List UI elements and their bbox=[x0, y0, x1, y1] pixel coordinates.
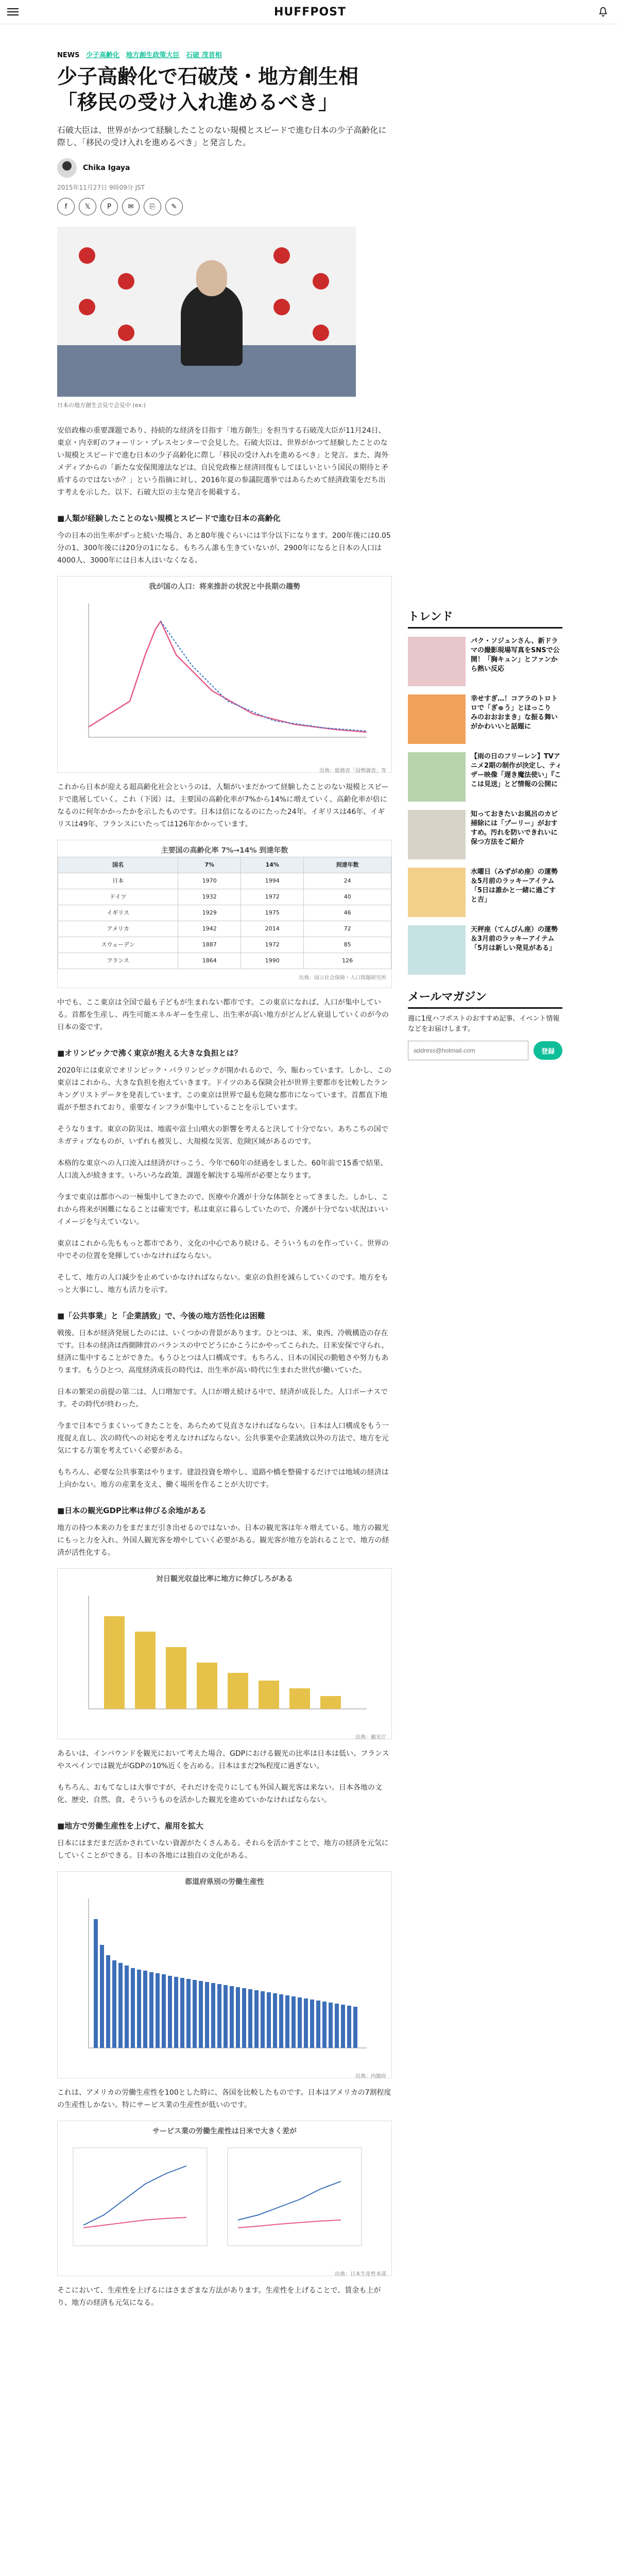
paragraph: これは、アメリカの労働生産性を100とした時に、各国を比較したものです。日本はアメリカの7割程度の生産性しかない。特にサービス業の生産性が低いのです。 bbox=[57, 2089, 391, 2109]
productivity-figure bbox=[57, 1871, 392, 2078]
paragraph: 今まで東京は都市への一極集中してきたので、医療や介護が十分な体制をとってきました。しかし、これから将来が困難になることは確実です。私は東京に暮らしていたので、介護が十分でない状況はいいイメージを与えていない。 bbox=[57, 1193, 389, 1226]
figure-source: 出典：国立社会保障・人口問題研究所 bbox=[299, 975, 386, 981]
section-heading: ■日本の観光GDP比率は伸びる余地がある bbox=[57, 1506, 207, 1515]
trend-link[interactable]: 水曜日（みずがめ座）の運勢＆5月前のラッキーアイテム「5日は誰かと一緒に過ごすと吉」 bbox=[471, 868, 558, 904]
figure-source: 出典：日本生産性本部 bbox=[335, 2272, 386, 2277]
figure-title: 我が国の人口：将来推計の状況と中長期の趨勢 bbox=[149, 583, 300, 591]
paragraph: 今まで日本でうまくいってきたことを、あらためて見直さなければならない。日本は人口構成をもう一度捉え直し、次の時代への対応を考えなければならない。公共事業や企業誘致以外の方法で、地方を元気にする方策を考えていく必要がある。 bbox=[57, 1422, 389, 1455]
paragraph: 安倍政権の重要課題であり、持続的な経済を目指す「地方創生」を担当する石破茂大臣が11月24日、東京・内幸町のフォーリン・プレスセンターで会見した。石破大臣は、世界がかつて経験したことのない規模とスピードで進む日本の少子高齢化に際し「移民の受け入れを進めるべき」と発言。また、海外メディアからの「新たな安保関連法などは、自民党政権と経済回復もしてほしいという国民の期待と矛盾するのではないか？」という指摘に対し、2016年夏の参議院選挙ではあらためて経済政策をだち出す考えを示した。以下、石破大臣の主な発言を掲載する。 bbox=[57, 427, 389, 497]
top-navigation-bar bbox=[0, 0, 618, 24]
table-header: 7% bbox=[178, 857, 241, 873]
trend-thumbnail[interactable] bbox=[408, 810, 466, 859]
table-header: 到達年数 bbox=[304, 857, 391, 873]
newsletter-box bbox=[408, 988, 562, 1060]
paragraph: 2020年には東京でオリンピック・パラリンピックが開かれるので、今、賑わっています。しかし、この東京はこれから、大きな負担を抱えていきます。ドイツのある保険会社が世界主要都市を比較したランキングリストデータを発表しています。この東京は世界で最も危険な都市になっています。首都直下地震が予想されており、重要なインフラが集中していることを示しています。 bbox=[57, 1066, 391, 1112]
section-label[interactable]: NEWS bbox=[57, 52, 80, 59]
article-column bbox=[57, 49, 392, 2318]
table-row: ドイツ 1932 1972 40 bbox=[58, 889, 391, 905]
table-row: スウェーデン 1887 1972 85 bbox=[58, 937, 391, 953]
trend-link[interactable]: 知っておきたいお風呂のカビ掃除には「プーリー」がおすすめ。汚れを防いできれいに保つ方法をご紹介 bbox=[471, 810, 558, 846]
paragraph: もちろん、おもてなしは大事ですが、それだけを売りにしても外国人観光客は来ない。日本各地の文化、歴史、自然、食、そういうものを活かした観光を進めていかなければならない。 bbox=[57, 1784, 382, 1804]
trend-item[interactable] bbox=[408, 925, 562, 975]
trend-link[interactable]: 幸せすぎ…！コアラのトロトロで「ぎゅう」とほっこり みのおおおまき」な振る舞いがかわいいと話題に bbox=[471, 695, 558, 731]
author-name[interactable]: Chika Igaya bbox=[83, 164, 130, 172]
pinterest-icon[interactable]: P bbox=[100, 198, 118, 215]
link-icon[interactable]: ⎘ bbox=[144, 198, 161, 215]
trend-link[interactable]: 【雨の日のフリーレン】TVアニメ2期の制作が決定し、ティザー映像「遅き魔法使い」『ここは見送」とど情報の公開に bbox=[471, 753, 562, 788]
aging-table-figure bbox=[57, 840, 392, 988]
population-figure bbox=[57, 576, 392, 773]
trend-item[interactable] bbox=[408, 637, 562, 686]
article-title: 少子高齢化で石破茂・地方創生相「移民の受け入れ進めるべき」 bbox=[57, 65, 359, 114]
category-link[interactable]: 地方創生政策大臣 bbox=[126, 52, 180, 59]
table-header: 14% bbox=[241, 857, 304, 873]
figure-title: 都道府県別の労働生産性 bbox=[185, 1878, 264, 1886]
trend-item[interactable] bbox=[408, 694, 562, 744]
table-row: 日本 1970 1994 24 bbox=[58, 873, 391, 889]
table-row: フランス 1864 1990 126 bbox=[58, 953, 391, 969]
service-chart bbox=[58, 2138, 377, 2261]
paragraph: あるいは、インバウンドを観光において考えた場合、GDPにおける観光の比率は日本は低い。フランスやスペインでは観光がGDPの10%近くを占める。日本はまだ2%程度に過ぎない。 bbox=[57, 1750, 389, 1770]
paragraph: そして、地方の人口減少を止めていかなければならない。東京の負担を減らしていくのです。地方をもっと大事にし、地方も活力を示す。 bbox=[57, 1274, 388, 1294]
section-heading: ■オリンピックで沸く東京が抱える大きな負担とは？ bbox=[57, 1048, 242, 1058]
paragraph: そうなります。東京の防災は、地震や富士山噴火の影響を考えると決して十分でない。あちこちの国でネガティブなものが、いずれも被災し、大規模な災害、危険区域があるのです。 bbox=[57, 1125, 388, 1146]
figure-source: 出典：観光庁 bbox=[355, 1735, 386, 1740]
newsletter-email-input[interactable] bbox=[408, 1041, 528, 1060]
newsletter-form bbox=[408, 1041, 562, 1060]
trend-thumbnail[interactable] bbox=[408, 637, 466, 686]
paragraph: 地方の持つ本来の力をまだまだ引き出せるのではないか。日本の観光客は年々増えている。地方の観光にもっと力を入れ、外国人観光客を増やしていく必要がある。観光客が地方を訪れることで、地方の経済が活性化する。 bbox=[57, 1524, 389, 1557]
trend-link[interactable]: パク・ソジュンさん、新ドラマの撮影現場写真をSNSで公開！「胸キュン」とファンから熱い反応 bbox=[471, 637, 560, 673]
section-heading: ■人類が経験したことのない規模とスピードで進む日本の高齢化 bbox=[57, 514, 281, 523]
paragraph: これから日本が迎える超高齢化社会というのは、人類がいまだかつて経験したことのない規模とスピードで進展していく。これ（下図）は、主要国の高齢化率が7%から14%に増えていく、高齢化率が倍になるのに何年かかったかを示したものです。日本は倍になるのにたった24年。イギリスは46年、イギリスは49年、フランスにいたっては126年かかっています。 bbox=[57, 783, 389, 828]
newsletter-desc: 週に1度ハフポストのおすすめ記事、イベント情報などをお届けします。 bbox=[408, 1015, 560, 1033]
trend-item[interactable] bbox=[408, 752, 562, 802]
trend-thumbnail[interactable] bbox=[408, 752, 466, 802]
tourism-figure bbox=[57, 1568, 392, 1739]
figure-source: 出典：内閣府 bbox=[355, 2074, 386, 2079]
section-heading: ■「公共事業」と「企業誘致」で、今後の地方活性化は困難 bbox=[57, 1311, 265, 1320]
productivity-chart bbox=[58, 1888, 377, 2063]
trend-link[interactable]: 天秤座（てんびん座）の運勢＆3月前のラッキーアイテム「5月は新しい発見がある」 bbox=[471, 926, 558, 952]
bell-icon[interactable] bbox=[597, 6, 609, 18]
trend-thumbnail[interactable] bbox=[408, 694, 466, 744]
paragraph: 日本にはまだまだ活かされていない資源がたくさんある。それらを活かすことで、地方の経済を元気にしていくことができる。日本の各地には独自の文化がある。 bbox=[57, 1839, 389, 1860]
paragraph: 東京はこれから先ももっと都市であり、文化の中心であり続ける。そういうものを作っていく。世界の中でその位置を発揮していかなければならない。 bbox=[57, 1240, 389, 1260]
article-lede: 石破大臣は、世界がかつて経験したことのない規模とスピードで進む日本の少子高齢化に際し、「移民の受け入れを進めるべき」と発言した。 bbox=[57, 125, 387, 147]
paragraph: もちろん、必要な公共事業はやります。建設投資を増やし、道路や橋を整備するだけでは地域の経済は上向かない。地方の産業を支え、働く場所を作ることが大切です。 bbox=[57, 1468, 389, 1489]
trend-thumbnail[interactable] bbox=[408, 925, 466, 975]
service-figure bbox=[57, 2121, 392, 2276]
comment-icon[interactable]: ✎ bbox=[165, 198, 183, 215]
figure-title: サービス業の労働生産性は日米で大きく差が bbox=[152, 2127, 297, 2136]
avatar[interactable] bbox=[57, 158, 77, 178]
paragraph: 本格的な東京への人口流入は経済がけっこう、今年で60年の経過をしました。60年前で15番で結果、人口流入が続きます。いろいろな政策、課題を解決する場所が必要となります。 bbox=[57, 1159, 388, 1180]
newsletter-title: メールマガジン bbox=[408, 988, 562, 1009]
paragraph: そこにおいて、生産性を上げるにはさまざまな方法があります。生産性を上げることで、賃金も上がり、地方の経済も元気になる。 bbox=[57, 2286, 381, 2307]
table-header: 国名 bbox=[58, 857, 178, 873]
figure-source: 出典：総務省「国勢調査」等 bbox=[319, 768, 386, 774]
tourism-chart bbox=[58, 1585, 377, 1724]
site-logo[interactable] bbox=[273, 5, 345, 19]
trend-title: トレンド bbox=[408, 608, 562, 629]
email-icon[interactable]: ✉ bbox=[122, 198, 140, 215]
sidebar bbox=[408, 608, 562, 1060]
category-link[interactable]: 石破 茂首相 bbox=[186, 52, 222, 59]
share-bar bbox=[57, 198, 392, 215]
figure-title: 対日観光収益比率に地方に伸びしろがある bbox=[156, 1575, 293, 1583]
table-row: アメリカ 1942 2014 72 bbox=[58, 921, 391, 937]
byline bbox=[57, 158, 392, 178]
trend-item[interactable] bbox=[408, 868, 562, 917]
paragraph: 今の日本の出生率がずっと続いた場合、あと80年後ぐらいには半分以下になります。200年後には0.05分の1、300年後には20分の1になる。もちろん誰も生きていないが、2900年になると日本の人口は4000人、3000年には日本人はいなくなる。 bbox=[57, 532, 391, 565]
logo-text: HUFFPOST bbox=[274, 5, 347, 19]
trend-item[interactable] bbox=[408, 810, 562, 859]
trend-thumbnail[interactable] bbox=[408, 868, 466, 917]
breadcrumb bbox=[57, 49, 392, 59]
paragraph: 日本の繁栄の前提の第二は、人口増加です。人口が増え続ける中で、経済が成長した。人口ボーナスです。その時代が終わった。 bbox=[57, 1388, 388, 1409]
paragraph: 戦後、日本が経済発展したのには、いくつかの背景があります。ひとつは、米、東西、冷戦構造の存在です。日本の経済は西側陣営のバランスの中でどうにかこうにかやってこられた。日米安保で守られ、経済に集中することができた。もうひとつは人口構成です。もちろん、日本の国民の勤勉さや努力もあります。もうひとつ、高度経済成長の時代は、出生率が高い時代に生まれた世代が働いていた。 bbox=[57, 1329, 389, 1375]
hero-caption: 日本の地方創生会見で会見中 (ex:) bbox=[57, 402, 146, 409]
population-chart bbox=[58, 593, 377, 758]
newsletter-submit-button[interactable]: 登録 bbox=[534, 1041, 562, 1060]
twitter-icon[interactable]: 𝕏 bbox=[79, 198, 96, 215]
paragraph: 中でも、ここ東京は全国で最も子どもが生まれない都市です。この東京になれば、人口が集中している。首都を生産し、再生可能エネルギーを生産し、出生率が高い地方がどんどん衰退していくのが今の日本の姿です。 bbox=[57, 998, 389, 1031]
publish-date: 2015年11月27日 9時09分 JST bbox=[57, 184, 145, 191]
figure-title: 主要国の高齢化率 7%→14% 到達年数 bbox=[161, 846, 288, 855]
hero-image bbox=[57, 227, 356, 397]
aging-table bbox=[58, 857, 391, 969]
menu-icon[interactable] bbox=[7, 6, 19, 18]
article-body bbox=[57, 425, 392, 2309]
table-row: イギリス 1929 1975 46 bbox=[58, 905, 391, 921]
facebook-icon[interactable]: f bbox=[57, 198, 75, 215]
category-link[interactable]: 少子高齢化 bbox=[86, 52, 120, 59]
section-heading: ■地方で労働生産性を上げて、雇用を拡大 bbox=[57, 1821, 203, 1831]
